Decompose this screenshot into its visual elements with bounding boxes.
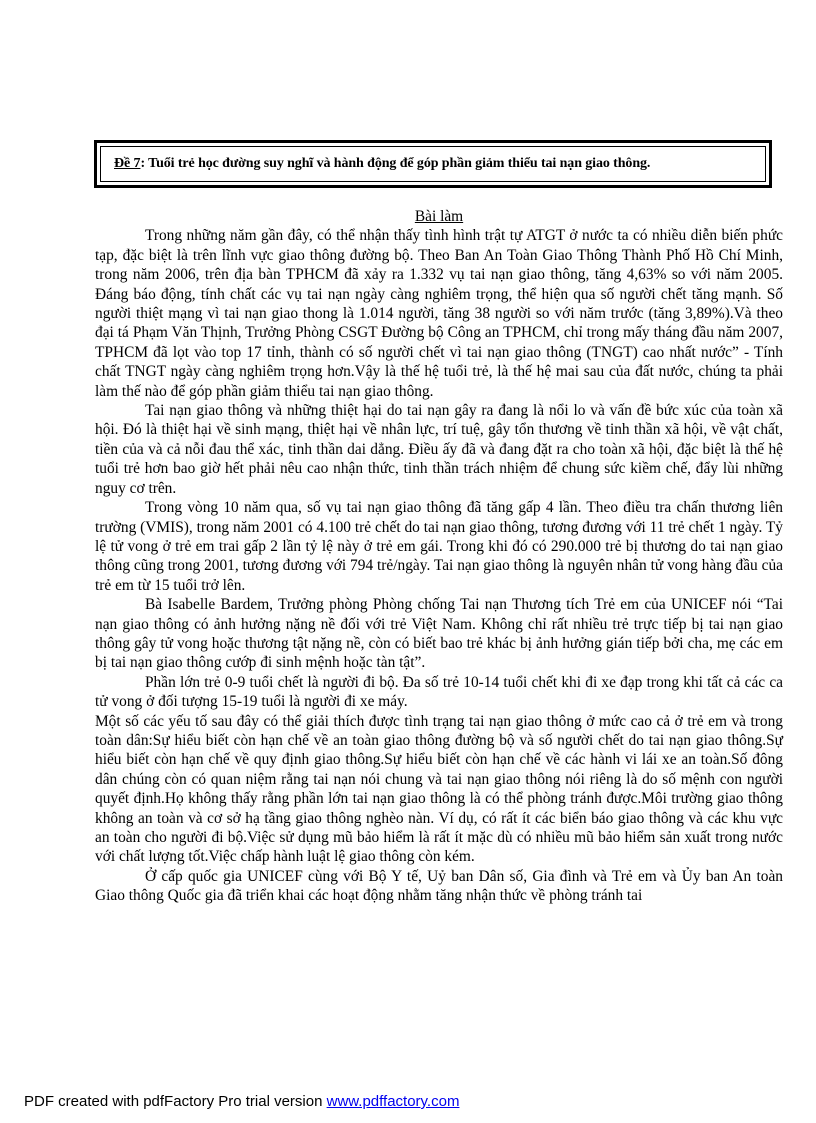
paragraph-3: Trong vòng 10 năm qua, số vụ tai nạn giao thông đã tăng gấp 4 lần. Theo điều tra chấn thương liên trường (VMIS), trong năm 2001 có 4.100 trẻ chết do tai nạn giao thông, tương đương với 11 trẻ chết 1 ngày. Tỷ lệ tử vong ở trẻ em trai gấp 2 lần tỷ lệ này ở trẻ em gái. Trong khi đó có 290.000 trẻ bị thương do tai nạn giao thông cũng trong 2001, tương đương với 794 trẻ/ngày. Tai nạn giao thông là nguyên nhân tử vong hàng đầu của trẻ em từ 15 tuổi trở lên. <box>95 499 783 594</box>
title-box <box>94 140 772 188</box>
paragraph-5: Phần lớn trẻ 0-9 tuổi chết là người đi bộ. Đa số trẻ 10-14 tuổi chết khi đi xe đạp trong khi tất cả các ca tử vong ở đối tượng 15-19 tuổi là người đi xe máy. <box>95 673 783 711</box>
footer-link[interactable]: www.pdffactory.com <box>326 1093 460 1110</box>
paragraph-7: Ở cấp quốc gia UNICEF cùng với Bộ Y tế, Uỷ ban Dân số, Gia đình và Trẻ em và Ủy ban An toàn Giao thông Quốc gia đã triển khai các hoạt động nhằm tăng nhận thức về phòng tránh tai <box>95 867 783 905</box>
paragraph-2: Tai nạn giao thông và những thiệt hại do tai nạn gây ra đang là nổi lo và vấn đề bức xúc của toàn xã hội. Đó là thiệt hại về sinh mạng, thiệt hại về nhân lực, trí tuệ, gây tổn thương về tinh thần xã hội, về vật chất, tiền của và cả nỗi đau thể xác, tinh thần dai dẳng. Điều ấy đã và đang đặt ra cho toàn xã hội, đặc biệt là thế hệ tuổi trẻ hơn bao giờ hết phải nêu cao nhận thức, tinh thần trách nhiệm để chung sức kiềm chế, đẩy lùi những nguy cơ trên. <box>95 402 783 497</box>
title-label: Đề 7 <box>114 156 141 171</box>
paragraph-1: Trong những năm gần đây, có thể nhận thấy tình hình trật tự ATGT ở nước ta có nhiều diễn biến phức tạp, đặc biệt là trên lĩnh vực giao thông đường bộ. Theo Ban An Toàn Giao Thông Thành Phố Hồ Chí Minh, trong năm 2006, trên địa bàn TPHCM đã xảy ra 1.332 vụ tai nạn giao thông, tăng 4,63% so với năm 2005. Đáng báo động, tính chất các vụ tai nạn ngày càng nghiêm trọng, thể hiện qua số người chết tăng mạnh. Số người thiệt mạng vì tai nạn giao thong là 1.014 người, tăng 38 người so với năm trước (tăng 3,89%).Và theo đại tá Phạm Văn Thịnh, Trưởng Phòng CSGT Đường bộ Công an TPHCM, chỉ trong mấy tháng đầu năm 2007, TPHCM đã lọt vào top 17 tỉnh, thành có số người chết vì tai nạn giao thông (TNGT) cao nhất nước” - Tính chất TNGT ngày càng nghiêm trọng hơn.Vậy là thế hệ tuổi trẻ, là thế hệ mai sau của đất nước, chúng ta phải làm thế nào để góp phần giảm thiểu tai nạn giao thông. <box>95 227 783 400</box>
title-text: : Tuổi trẻ học đường suy nghĩ và hành động để góp phần giảm thiểu tai nạn giao thông. <box>140 156 651 171</box>
title-inner-frame <box>100 146 766 182</box>
document-body <box>95 207 783 906</box>
essay-heading: Bài làm <box>414 208 464 225</box>
paragraph-6: Một số các yếu tố sau đây có thể giải thích được tình trạng tai nạn giao thông ở mức cao cả ở trẻ em và trong toàn dân:Sự hiểu biết còn hạn chế về an toàn giao thông đường bộ và số người chết do tai nạn giao thông.Sự hiểu biết còn hạn chế về quy định giao thông.Sự hiểu biết còn hạn chế về các hành vi lái xe an toàn.Số đông dân chúng còn có quan niệm rằng tai nạn nói chung và tai nạn giao thông nói riêng là do số mệnh con người quyết định.Họ không thấy rằng phần lớn tai nạn giao thông là có thể phòng tránh được.Môi trường giao thông không an toàn và cơ sở hạ tầng giao thông nghèo nàn. Ví dụ, có rất ít các biển báo giao thông và các khu vực an toàn cho người đi bộ.Việc sử dụng mũ bảo hiểm là rất ít mặc dù có nhiều mũ bảo hiểm sản xuất trong nước với chất lượng tốt.Việc chấp hành luật lệ giao thông còn kém. <box>95 712 783 866</box>
footer-text: PDF created with pdfFactory Pro trial version <box>24 1093 327 1110</box>
paragraph-4: Bà Isabelle Bardem, Trưởng phòng Phòng chống Tai nạn Thương tích Trẻ em của UNICEF nói “Tai nạn giao thông có ảnh hưởng nặng nề đối với trẻ Việt Nam. Không chỉ rất nhiều trẻ trực tiếp bị tai nạn giao thông gây tử vong hoặc thương tật nặng nề, còn có biết bao trẻ khác bị ảnh hưởng gián tiếp bởi cha, mẹ các em bị tai nạn giao thông cướp đi sinh mệnh hoặc tàn tật”. <box>95 596 783 672</box>
pdf-footer <box>24 1093 459 1110</box>
